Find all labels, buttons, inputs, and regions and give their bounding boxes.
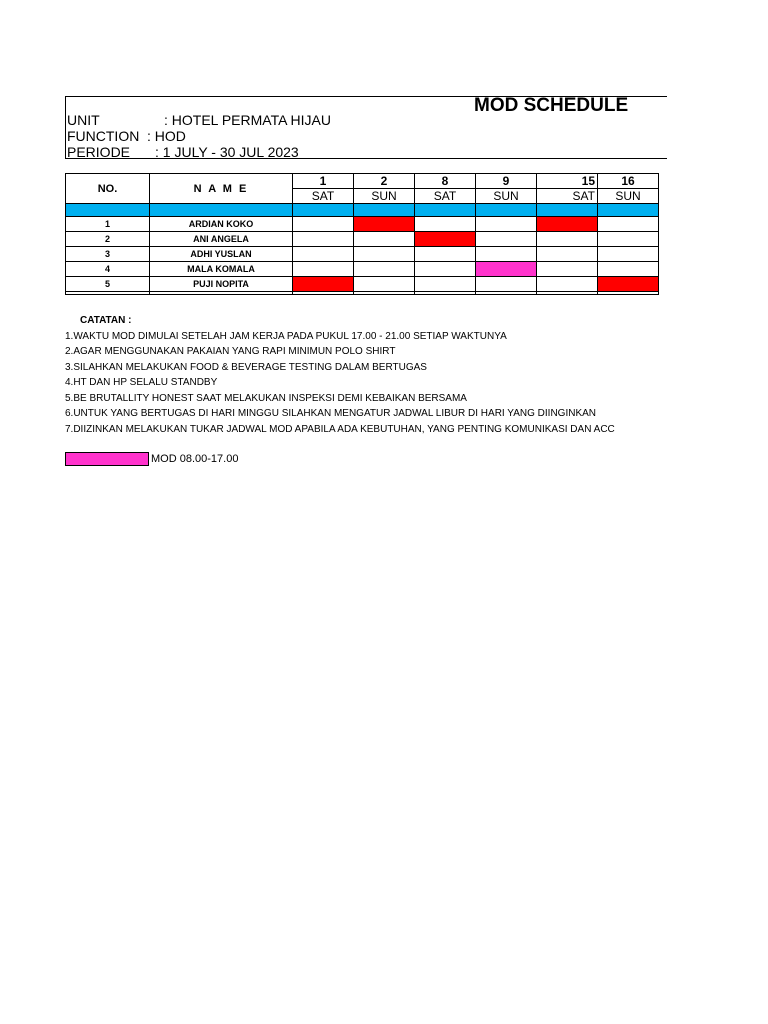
duty-cell-red	[293, 277, 354, 292]
schedule-cell	[598, 262, 659, 277]
schedule-cell	[415, 247, 476, 262]
schedule-cell	[354, 277, 415, 292]
document-header	[65, 96, 667, 159]
unit-label: UNIT	[67, 112, 100, 128]
name-header: N A M E	[150, 174, 293, 204]
header-band-cell	[150, 204, 293, 217]
schedule-cell	[537, 277, 598, 292]
header-row-dates	[66, 174, 659, 189]
periode-label: PERIODE	[67, 144, 131, 159]
spacer-cell	[598, 292, 659, 295]
spacer-cell	[537, 292, 598, 295]
table-row	[66, 232, 659, 247]
header-band-cell	[354, 204, 415, 217]
spacer-cell	[415, 292, 476, 295]
day-header: SUN	[354, 189, 415, 204]
note-item: 1.WAKTU MOD DIMULAI SETELAH JAM KERJA PADA PUKUL 17.00 - 21.00 SETIAP WAKTUNYA	[65, 330, 507, 342]
duty-cell-pink	[476, 262, 537, 277]
header-band-cell	[293, 204, 354, 217]
schedule-cell	[537, 232, 598, 247]
schedule-cell	[415, 217, 476, 232]
schedule-cell	[415, 262, 476, 277]
schedule-cell	[537, 262, 598, 277]
duty-cell-red	[537, 217, 598, 232]
note-item: 7.DIIZINKAN MELAKUKAN TUKAR JADWAL MOD APABILA ADA KEBUTUHAN, YANG PENTING KOMUNIKASI DAN ACC	[65, 423, 615, 435]
spacer-cell	[476, 292, 537, 295]
row-number: 5	[66, 277, 150, 292]
notes-title: CATATAN :	[80, 315, 132, 326]
day-header: SUN	[476, 189, 537, 204]
schedule-cell	[476, 232, 537, 247]
schedule-cell	[476, 247, 537, 262]
spacer-cell	[66, 292, 150, 295]
day-header: SAT	[537, 189, 598, 204]
spacer-cell	[293, 292, 354, 295]
schedule-cell	[354, 232, 415, 247]
periode-value: : 1 JULY - 30 JUL 2023	[155, 144, 299, 159]
header-band-cell	[66, 204, 150, 217]
date-header: 16	[598, 174, 659, 189]
schedule-cell	[598, 247, 659, 262]
schedule-cell	[354, 247, 415, 262]
notes-section	[65, 313, 615, 437]
row-name: PUJI NOPITA	[150, 277, 293, 292]
schedule-cell	[293, 262, 354, 277]
duty-cell-red	[598, 277, 659, 292]
date-header: 15	[537, 174, 598, 189]
document-title: MOD SCHEDULE	[474, 96, 629, 116]
schedule-table	[65, 173, 659, 295]
table-row	[66, 217, 659, 232]
row-name: MALA KOMALA	[150, 262, 293, 277]
duty-cell-red	[415, 232, 476, 247]
row-name: ADHI YUSLAN	[150, 247, 293, 262]
header-band-cell	[476, 204, 537, 217]
duty-cell-red	[354, 217, 415, 232]
day-header: SUN	[598, 189, 659, 204]
note-item: 2.AGAR MENGGUNAKAN PAKAIAN YANG RAPI MINIMUN POLO SHIRT	[65, 346, 396, 357]
header-band-cell	[415, 204, 476, 217]
schedule-cell	[476, 277, 537, 292]
note-item: 6.UNTUK YANG BERTUGAS DI HARI MINGGU SILAHKAN MENGATUR JADWAL LIBUR DI HARI YANG DIINGINKAN	[65, 408, 597, 419]
table-row	[66, 247, 659, 262]
legend-label: MOD 08.00-17.00	[151, 453, 239, 465]
schedule-cell	[476, 217, 537, 232]
header-band-cell	[537, 204, 598, 217]
row-number: 1	[66, 217, 150, 232]
unit-value: : HOTEL PERMATA HIJAU	[164, 112, 331, 128]
date-header: 1	[293, 174, 354, 189]
table-row	[66, 277, 659, 292]
table-spacer-row	[66, 292, 659, 295]
function-value: : HOD	[147, 128, 186, 144]
row-name: ANI ANGELA	[150, 232, 293, 247]
table-row	[66, 262, 659, 277]
date-header: 2	[354, 174, 415, 189]
schedule-cell	[293, 247, 354, 262]
header-band-row	[66, 204, 659, 217]
date-header: 9	[476, 174, 537, 189]
no-header: NO.	[66, 174, 150, 204]
date-header: 8	[415, 174, 476, 189]
function-label: FUNCTION	[67, 128, 140, 144]
schedule-cell	[354, 262, 415, 277]
schedule-cell	[537, 247, 598, 262]
spacer-cell	[354, 292, 415, 295]
spacer-cell	[150, 292, 293, 295]
row-number: 3	[66, 247, 150, 262]
schedule-cell	[415, 277, 476, 292]
note-item: 4.HT DAN HP SELALU STANDBY	[65, 377, 218, 388]
day-header: SAT	[293, 189, 354, 204]
note-item: 3.SILAHKAN MELAKUKAN FOOD & BEVERAGE TESTING DALAM BERTUGAS	[65, 361, 427, 373]
note-item: 5.BE BRUTALLITY HONEST SAAT MELAKUKAN INSPEKSI DEMI KEBAIKAN BERSAMA	[65, 392, 467, 404]
row-name: ARDIAN KOKO	[150, 217, 293, 232]
schedule-cell	[598, 232, 659, 247]
legend-swatch	[65, 452, 149, 466]
schedule-cell	[293, 217, 354, 232]
schedule-cell	[598, 217, 659, 232]
row-number: 2	[66, 232, 150, 247]
row-number: 4	[66, 262, 150, 277]
schedule-cell	[293, 232, 354, 247]
header-band-cell	[598, 204, 659, 217]
day-header: SAT	[415, 189, 476, 204]
